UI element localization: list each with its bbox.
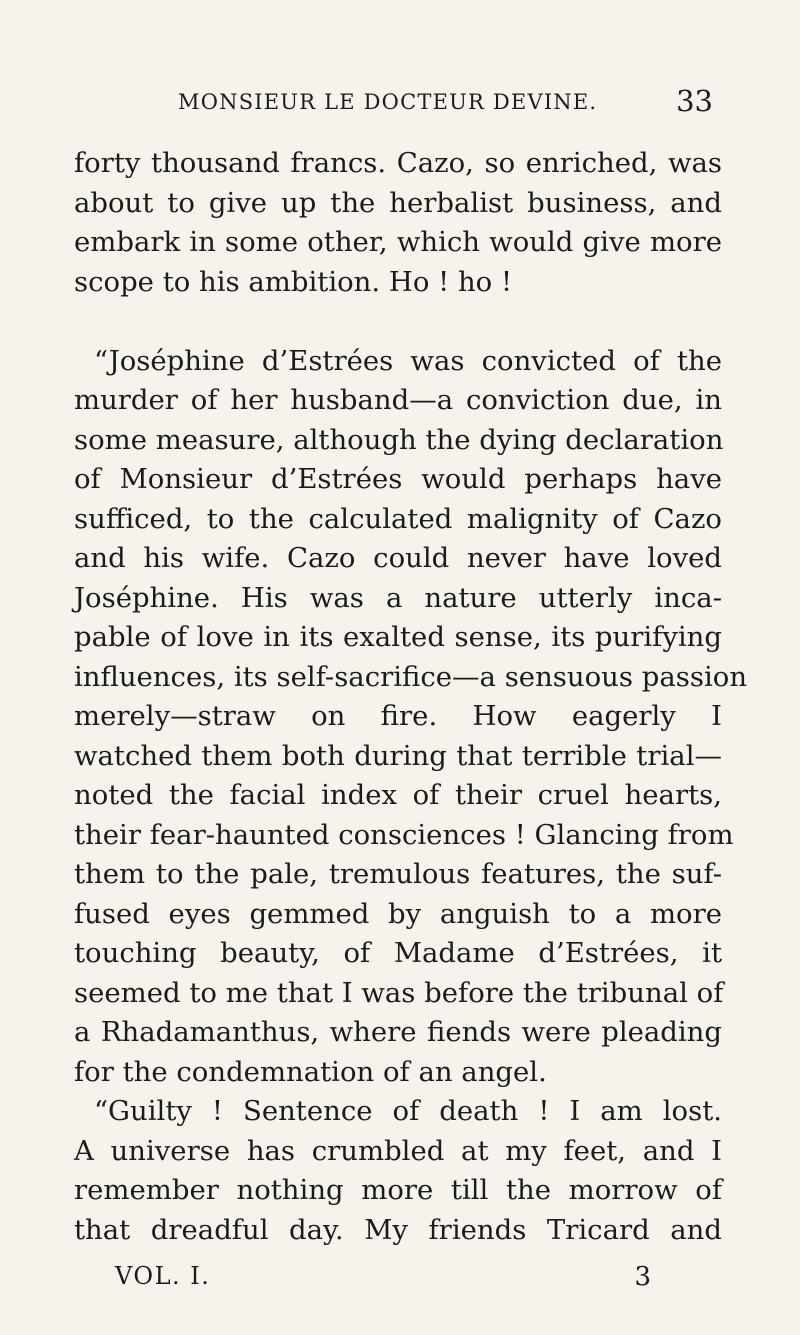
text-line: their fear-haunted consciences ! Glancing from (74, 818, 734, 851)
text-line: that dreadful day. My friends Tricard and (74, 1213, 722, 1246)
text-line: a Rhadamanthus, where fiends were pleading (74, 1016, 722, 1048)
text-line: forty thousand francs. Cazo, so enriched, was (74, 147, 722, 179)
text-line: seemed to me that I was before the tribunal of (74, 976, 724, 1009)
page-footer (115, 1262, 651, 1298)
text-line: “Joséphine d’Estrées was convicted of the (94, 344, 722, 377)
text-line: touching beauty, of Madame d’Estrées, it (74, 937, 722, 969)
text-line: merely—straw on fire. How eagerly I (74, 700, 722, 732)
paragraph-spacer (74, 302, 722, 342)
text-line: for the condemnation of an angel. (74, 1055, 547, 1088)
text-line: “Guilty ! Sentence of death ! I am lost. (94, 1095, 722, 1127)
text-line: influences, its self-sacrifice—a sensuous passion (74, 660, 748, 693)
paragraph (74, 144, 722, 302)
running-head (178, 84, 713, 126)
page-number: 33 (676, 84, 713, 118)
paragraph (74, 342, 748, 1093)
text-line: fused eyes gemmed by anguish to a more (74, 897, 722, 930)
text-line: scope to his ambition. Ho ! ho ! (74, 265, 512, 298)
text-line: noted the facial index of their cruel hearts, (74, 779, 722, 811)
text-line: remember nothing more till the morrow of (74, 1174, 722, 1206)
body-text (74, 144, 748, 1250)
text-line: of Monsieur d’Estrées would perhaps have (74, 463, 722, 495)
text-line: A universe has crumbled at my feet, and I (74, 1134, 722, 1167)
text-line: Joséphine. His was a nature utterly inca- (74, 581, 722, 614)
paragraph (74, 1092, 722, 1250)
text-line: and his wife. Cazo could never have loved (74, 542, 722, 574)
text-line: murder of her husband—a conviction due, in (74, 384, 722, 416)
text-line: some measure, although the dying declaration (74, 423, 724, 456)
sheet-number: 3 (634, 1262, 651, 1292)
volume-signature: VOL. I. (115, 1262, 211, 1290)
text-line: watched them both during that terrible trial— (74, 739, 722, 772)
running-title: MONSIEUR LE DOCTEUR DEVINE. (178, 90, 598, 114)
text-line: sufficed, to the calculated malignity of Cazo (74, 502, 722, 535)
text-line: them to the pale, tremulous features, the suf- (74, 858, 722, 890)
text-line: embark in some other, which would give more (74, 226, 722, 258)
text-line: pable of love in its exalted sense, its purifying (74, 621, 722, 653)
text-line: about to give up the herbalist business, and (74, 186, 722, 219)
